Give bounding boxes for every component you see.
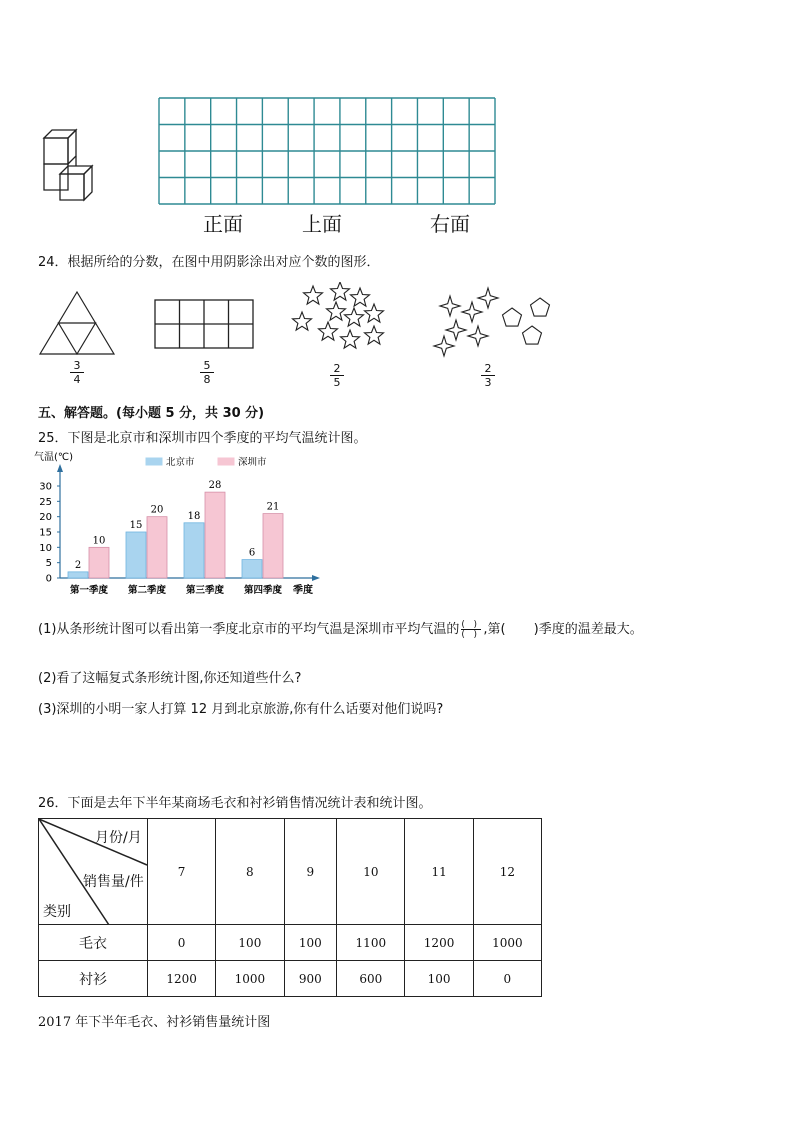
four-point-star-shape	[440, 296, 460, 316]
month-cell: 7	[148, 819, 216, 925]
table-cell: 100	[216, 925, 284, 961]
star-shape	[365, 304, 384, 322]
star-shape	[327, 302, 346, 320]
bar-value-label: 2	[74, 559, 82, 571]
y-tick-label: 30	[39, 481, 52, 493]
star-shape	[345, 308, 364, 326]
q26-question: 26．下面是去年下半年某商场毛衣和衬衫销售情况统计表和统计图。	[38, 796, 432, 811]
bar	[205, 492, 225, 578]
table-cell: 100	[284, 925, 337, 961]
fraction-2-5: 2 5	[322, 362, 352, 389]
cube-stack-figure	[38, 124, 114, 204]
bar-value-label: 15	[129, 520, 143, 531]
x-tick-label: 第一季度	[69, 585, 109, 596]
header-type-label: 类别	[43, 904, 71, 920]
month-cell: 12	[473, 819, 541, 925]
q25-sub1-text-2: ,第(	[483, 622, 506, 637]
q25-sub3: (3)深圳的小明一家人打算 12 月到北京旅游,你有什么话要对他们说吗?	[38, 702, 444, 717]
table-row	[39, 925, 542, 961]
bar-value-label: 21	[266, 501, 280, 513]
table-cell: 900	[284, 961, 337, 997]
fraction-2-3: 2 3	[473, 362, 503, 389]
drawing-grid	[157, 96, 497, 206]
table-cell: 100	[405, 961, 473, 997]
star-shape	[293, 312, 312, 330]
table-cell: 1100	[337, 925, 405, 961]
q25-sub1	[38, 618, 643, 641]
q24-question: 24．根据所给的分数，在图中用阴影涂出对应个数的图形．	[38, 255, 380, 270]
triangle-figure	[38, 290, 116, 356]
label-front-view: 正面	[203, 212, 243, 236]
bar-value-label: 28	[208, 480, 222, 492]
label-right-view: 右面	[430, 212, 470, 236]
section-5-title: 五、解答题。(每小题 5 分，共 30 分)	[38, 406, 265, 421]
temperature-bar-chart	[30, 446, 330, 600]
bar	[126, 532, 146, 578]
q25-sub1-text: (1)从条形统计图可以看出第一季度北京市的平均气温是深圳市平均气温的	[38, 622, 460, 637]
bar	[147, 517, 167, 578]
x-tick-label: 第二季度	[127, 585, 167, 596]
bar	[263, 514, 283, 578]
y-tick-label: 0	[45, 573, 52, 585]
y-axis-label: 气温(℃)	[34, 452, 74, 463]
q25-question: 25．下图是北京市和深圳市四个季度的平均气温统计图。	[38, 431, 367, 446]
row-label-sweater: 毛衣	[39, 925, 148, 961]
rectangle-grid-figure	[154, 299, 254, 349]
star-shape	[304, 286, 323, 304]
pentagon-shape	[523, 326, 542, 344]
y-tick-label: 15	[39, 527, 52, 539]
label-top-view: 上面	[302, 212, 342, 236]
y-tick-label: 5	[45, 558, 52, 570]
header-sales-label: 销售量/件	[83, 874, 144, 890]
month-cell: 9	[284, 819, 337, 925]
four-point-star-shape	[478, 288, 498, 308]
legend-swatch	[218, 458, 234, 465]
bar	[68, 572, 88, 578]
ten-stars-figure	[288, 282, 388, 358]
star-shape	[351, 288, 370, 306]
table-cell: 0	[148, 925, 216, 961]
pentagon-shape	[531, 298, 550, 316]
bar	[89, 547, 109, 578]
legend-label: 北京市	[166, 457, 195, 468]
four-point-star-shape	[446, 320, 466, 340]
table-diagonal-header	[39, 819, 148, 925]
row-label-shirt: 衬衫	[39, 961, 148, 997]
star-shape	[331, 282, 350, 300]
table-cell: 1200	[148, 961, 216, 997]
star-shape	[319, 322, 338, 340]
legend-swatch	[146, 458, 162, 465]
table-cell: 0	[473, 961, 541, 997]
month-cell: 10	[337, 819, 405, 925]
sales-table	[38, 818, 542, 997]
x-tick-label: 第三季度	[185, 585, 225, 596]
y-tick-label: 25	[39, 496, 52, 508]
month-cell: 11	[405, 819, 473, 925]
table-cell: 1200	[405, 925, 473, 961]
star-shape	[365, 326, 384, 344]
fraction-3-4: 3 4	[62, 359, 92, 386]
pentagon-shape	[503, 308, 522, 326]
bar-value-label: 20	[150, 504, 164, 516]
bar	[242, 560, 262, 578]
answer-fraction-blank[interactable]: ( ) ( )	[459, 619, 483, 641]
bar-value-label: 6	[248, 547, 256, 559]
header-month-label: 月份/月	[95, 830, 142, 846]
bar-value-label: 18	[187, 510, 201, 522]
bar	[184, 523, 204, 578]
x-axis-label: 季度	[293, 585, 313, 596]
legend-label: 深圳市	[238, 457, 267, 468]
y-tick-label: 20	[39, 512, 52, 524]
q25-sub1-text-3: )季度的温差最大。	[533, 622, 643, 637]
stars-pentagons-figure	[432, 286, 556, 358]
fraction-5-8: 5 8	[192, 359, 222, 386]
table-cell: 600	[337, 961, 405, 997]
four-point-star-shape	[468, 326, 488, 346]
star-shape	[341, 330, 360, 348]
four-point-star-shape	[462, 302, 482, 322]
q26-chart-caption: 2017 年下半年毛衣、衬衫销售量统计图	[38, 1015, 271, 1030]
table-row	[39, 961, 542, 997]
month-cell: 8	[216, 819, 284, 925]
table-cell: 1000	[216, 961, 284, 997]
four-point-star-shape	[434, 336, 454, 356]
y-tick-label: 10	[39, 542, 52, 554]
x-tick-label: 第四季度	[243, 585, 283, 596]
table-cell: 1000	[473, 925, 541, 961]
q25-sub2: (2)看了这幅复式条形统计图,你还知道些什么?	[38, 671, 302, 686]
bar-value-label: 10	[92, 535, 106, 547]
